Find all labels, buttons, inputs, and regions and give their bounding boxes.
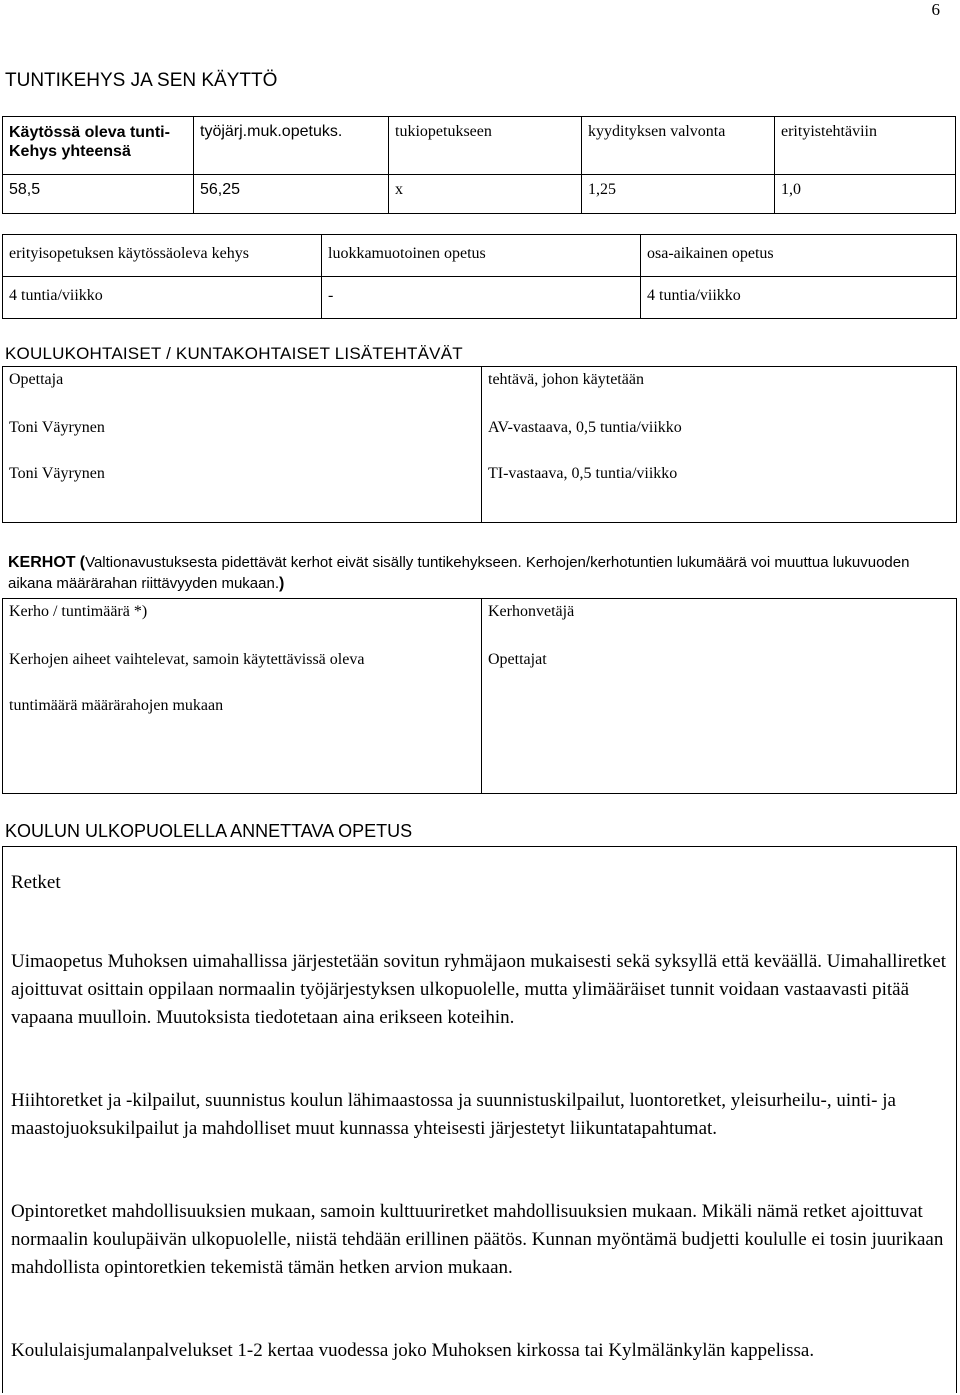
value-erityisopetus-kehys: 4 tuntia/viikko <box>3 277 322 319</box>
tuntikehys-table <box>2 116 956 214</box>
section-title-lisatehtavat: KOULUKOHTAISET / KUNTAKOHTAISET LISÄTEHTÄVÄT <box>5 344 463 363</box>
kerhot-table <box>2 598 957 794</box>
value-luokkamuotoinen: - <box>322 277 641 319</box>
value-osa-aikainen: 4 tuntia/viikko <box>641 277 957 319</box>
kerhot-note: Valtionavustuksesta pidettävät kerhot eivät sisälly tuntikehykseen. Kerhojen/kerhotuntien lukumäärä voi muuttua lukuvuoden aikana määrärahan riittävyyden mukaan. <box>8 554 910 592</box>
header-tehtava: tehtävä, johon käytetään <box>488 371 644 388</box>
header-osa-aikainen: osa-aikainen opetus <box>641 235 957 277</box>
lisatehtavat-teacher-column <box>3 367 482 523</box>
header-tyojarj: työjärj.muk.opetuks. <box>194 117 389 175</box>
header-tukiopetus: tukiopetukseen <box>389 117 582 175</box>
teacher-name: Toni Väyrynen <box>9 465 105 482</box>
page-number: 6 <box>931 0 940 19</box>
header-luokkamuotoinen: luokkamuotoinen opetus <box>322 235 641 277</box>
header-kyyditys: kyydityksen valvonta <box>582 117 775 175</box>
value-kehys-yhteensa: 58,5 <box>3 175 194 214</box>
kerhot-heading <box>8 552 948 594</box>
value-tukiopetus: x <box>389 175 582 214</box>
kerhot-leader-column <box>482 599 957 794</box>
header-kerho: Kerho / tuntimäärä *) <box>9 603 148 620</box>
section-title-tuntikehys: TUNTIKEHYS JA SEN KÄYTTÖ <box>5 70 278 91</box>
lisatehtavat-table <box>2 366 957 523</box>
kerhot-leader: Opettajat <box>488 651 547 668</box>
kerhot-title: KERHOT <box>8 554 76 571</box>
lisatehtavat-task-column <box>482 367 957 523</box>
paragraph-hiihtoretket: Hiihtoretket ja -kilpailut, suunnistus koulun lähimaastossa ja suunnistuskilpailut, luontoretket, yleisurheilu-, uinti- ja maastojuoksukilpailut ja mahdolliset muut kunnassa yhteisesti järjestetyt liikuntatapahtumat. <box>11 1090 896 1139</box>
header-kaytossa: Käytössä oleva tunti- Kehys yhteensä <box>3 117 194 175</box>
paragraph-uimaopetus: Uimaopetus Muhoksen uimahallissa järjestetään sovitun ryhmäjaon mukaisesti sekä syksyllä että keväällä. Uimahalliretket ajoittuvat osittain oppilaan normaalin työjärjestyksen ulkopuolelle, mutta ylimääräiset tunnit voidaan vastaavasti pitää vapaana muulloin. Muutoksista tiedotetaan aina erikseen koteihin. <box>11 951 946 1028</box>
ulkopuolella-box <box>2 846 957 1393</box>
paragraph-opintoretket: Opintoretket mahdollisuuksien mukaan, samoin kulttuuriretket mahdollisuuksien mukaan. Mikäli nämä retket ajoittuvat normaalin koulupäivän ulkopuolelle, niistä tehdään erillinen päätös. Kunnan myöntämä budjetti koululle ei tosin juurikaan mahdollista opintoretkien tekemistä tämän hetken arvion mukaan. <box>11 1201 944 1278</box>
kerhot-paren-close: ) <box>278 575 285 592</box>
paragraph-jumalanpalvelukset: Koululaisjumalanpalvelukset 1-2 kertaa vuodessa joko Muhoksen kirkossa tai Kylmälänkylän kappelissa. <box>11 1340 815 1361</box>
value-erityistehtavat: 1,0 <box>775 175 956 214</box>
task-description: AV-vastaava, 0,5 tuntia/viikko <box>488 419 682 436</box>
header-erityisopetus-kehys: erityisopetuksen käytössäoleva kehys <box>3 235 322 277</box>
kerhot-paren-open: ( <box>79 554 86 571</box>
kerhot-club-column <box>3 599 482 794</box>
section-title-ulkopuolella: KOULUN ULKOPUOLELLA ANNETTAVA OPETUS <box>5 821 413 841</box>
header-kerhonvetaja: Kerhonvetäjä <box>488 603 575 620</box>
value-tyojarj: 56,25 <box>194 175 389 214</box>
header-erityistehtavat: erityistehtäviin <box>775 117 956 175</box>
header-opettaja: Opettaja <box>9 371 64 388</box>
kerhot-row-text-1: Kerhojen aiheet vaihtelevat, samoin käytettävissä oleva <box>9 651 365 668</box>
retket-subtitle: Retket <box>11 872 61 893</box>
erityisopetus-table <box>2 234 957 319</box>
kerhot-row-text-2: tuntimäärä määrärahojen mukaan <box>9 697 224 714</box>
value-kyyditys: 1,25 <box>582 175 775 214</box>
task-description: TI-vastaava, 0,5 tuntia/viikko <box>488 465 678 482</box>
teacher-name: Toni Väyrynen <box>9 419 105 436</box>
